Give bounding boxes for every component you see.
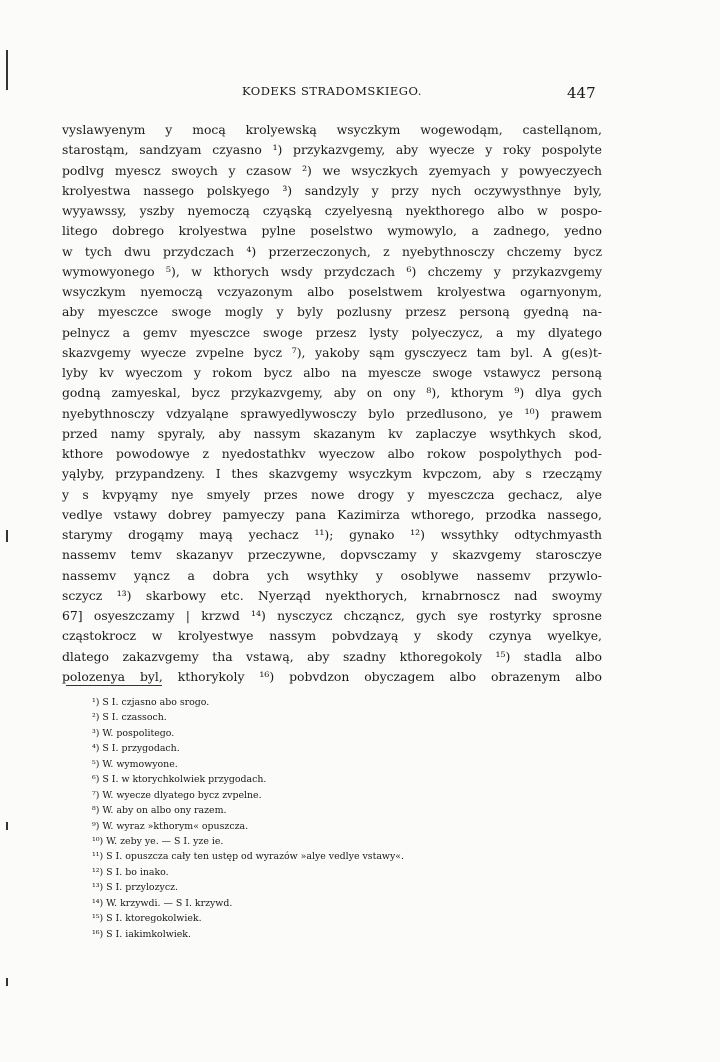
footnote: ¹¹) S I. opuszcza cały ten ustęp od wyrazów »alye vedlye vstawy«. [92,851,404,863]
margin-mark [6,822,8,830]
text-line: aby myesczce swoge mogly y byly pozlusny przesz personą gyedną na- [62,304,602,320]
text-line: nassemv yąncz a dobra ych wsythky y osoblywe nassemv przywlo- [62,567,602,583]
margin-mark [6,530,8,542]
page-number: 447 [567,84,596,102]
footnote: ³) W. pospolitego. [92,727,175,739]
footnotes [92,695,404,942]
text-line: podlvg myescz swoych y czasow ²) we wsyczkych zyemyach y powyeczyech [62,162,602,178]
text-line: 67] osyeszczamy | krzwd ¹⁴) nysczycz chcząncz, gych sye rostyrky sprosne [62,608,602,623]
text-line: kthore powodowye z nyedostathkv wyeczow albo rokow pospolythych pod- [62,446,602,461]
text-line: cząstokrocz w krolyestwye nassym pobvdzayą y skody czynya wyelkye, [62,628,602,644]
margin-mark [6,978,8,986]
text-line: wsyczkym nyemoczą vczyazonym albo poselstwem krolyestwa ogarnyonym, [62,284,602,299]
text-line: vedlye vstawy dobrey pamyeczy pana Kazimirza wthorego, przodka nassego, [62,506,602,522]
text-line: nyebythnosczy vdzyaląne sprawyedlywosczy bylo przedlusono, ye ¹⁰) prawem [62,405,602,421]
text-line: nassemv temv skazanyv przeczywne, dopvsczamy y skazvgemy starosczye [62,547,602,563]
footnote: ²) S I. czassoch. [92,712,167,724]
text-line: wymowyonego ⁵), w kthorych wsdy przydczach ⁶) chczemy y przykazvgemy [62,263,602,279]
text-line: starostąm, sandzyam czyasno ¹) przykazvgemy, aby wyecze y roky pospolyte [62,142,602,158]
footnote: ⁹) W. wyraz »kthorym« opuszcza. [92,820,249,832]
footnote: ¹⁶) S I. iakimkolwiek. [92,928,191,940]
footnote: ⁸) W. aby on albo ony razem. [92,805,227,817]
footnote: ¹⁰) W. zeby ye. — S I. yze ie. [92,835,224,847]
text-line: polozenya byl, kthorykoly ¹⁶) pobvdzon obyczagem albo obrazenym albo [62,668,602,684]
text-line: dlatego zakazvgemy tha vstawą, aby szadny kthoregokoly ¹⁵) stadla albo [62,648,602,664]
footnote-rule [66,685,162,686]
footnote: ⁶) S I. w ktorychkolwiek przygodach. [92,774,267,786]
footnote: ¹) S I. czjasno abo srogo. [92,697,210,708]
footnote: ¹³) S I. przylozycz. [92,882,178,894]
text-line: y s kvpyąmy nye smyely przes nowe drogy y myesczcza gechacz, alye [62,486,602,502]
main-text [62,120,602,687]
footnote: ⁵) W. wymowyone. [92,758,178,770]
text-line: sczycz ¹³) skarbowy etc. Nyerząd nyekthorych, krnabrnoscz nad swoymy [62,587,602,603]
running-head: KODEKS STRADOMSKIEGO. [242,84,422,98]
margin-mark [6,50,8,90]
text-line: przed namy spyraly, aby nassym skazanym kv zaplaczye wsythkych skod, [62,425,602,441]
text-line: w tych dwu przydczach ⁴) przerzeczonych, z nyebythnosczy chczemy bycz [62,243,602,259]
text-line: vyslawyenym y mocą krolyewską wsyczkym wogewodąm, castelląnom, [62,122,602,137]
footnote: ¹²) S I. bo inako. [92,866,169,878]
text-line: starymy drogąmy mayą yechacz ¹¹); gynako ¹²) wssythky odtychmyasth [62,527,602,542]
text-line: krolyestwa nassego polskyego ³) sandzyly y przy nych oczywysthnye byly, [62,182,602,198]
text-line: lyby kv wyeczom y rokom bycz albo na myescze swoge vstawycz personą [62,365,602,380]
text-line: godną zamyeskal, bycz przykazvgemy, aby on ony ⁸), kthorym ⁹) dlya gych [62,385,602,401]
text-line: yąlyby, przypandzeny. I thes skazvgemy wsyczkym kvpczom, aby s rzecząmy [62,466,602,482]
footnote: ⁴) S I. przygodach. [92,743,180,755]
footnote: ⁷) W. wyecze dlyatego bycz zvpelne. [92,789,262,801]
text-line: wyyawssy, yszby nyemoczą czyąską czyelyesną nyekthorego albo w pospo- [62,203,602,218]
text-line: pelnycz a gemv myesczce swoge przesz lysty polyeczycz, a my dlyatego [62,324,602,340]
footnote: ¹⁵) S I. ktoregokolwiek. [92,913,202,925]
footnote: ¹⁴) W. krzywdi. — S I. krzywd. [92,897,233,909]
text-line: litego dobrego krolyestwa pylne poselstwo wymowylo, a zadnego, yedno [62,223,602,239]
text-line: skazvgemy wyecze zvpelne bycz ⁷), yakoby sąm gysczyecz tam byl. A g(es)t- [62,344,602,360]
